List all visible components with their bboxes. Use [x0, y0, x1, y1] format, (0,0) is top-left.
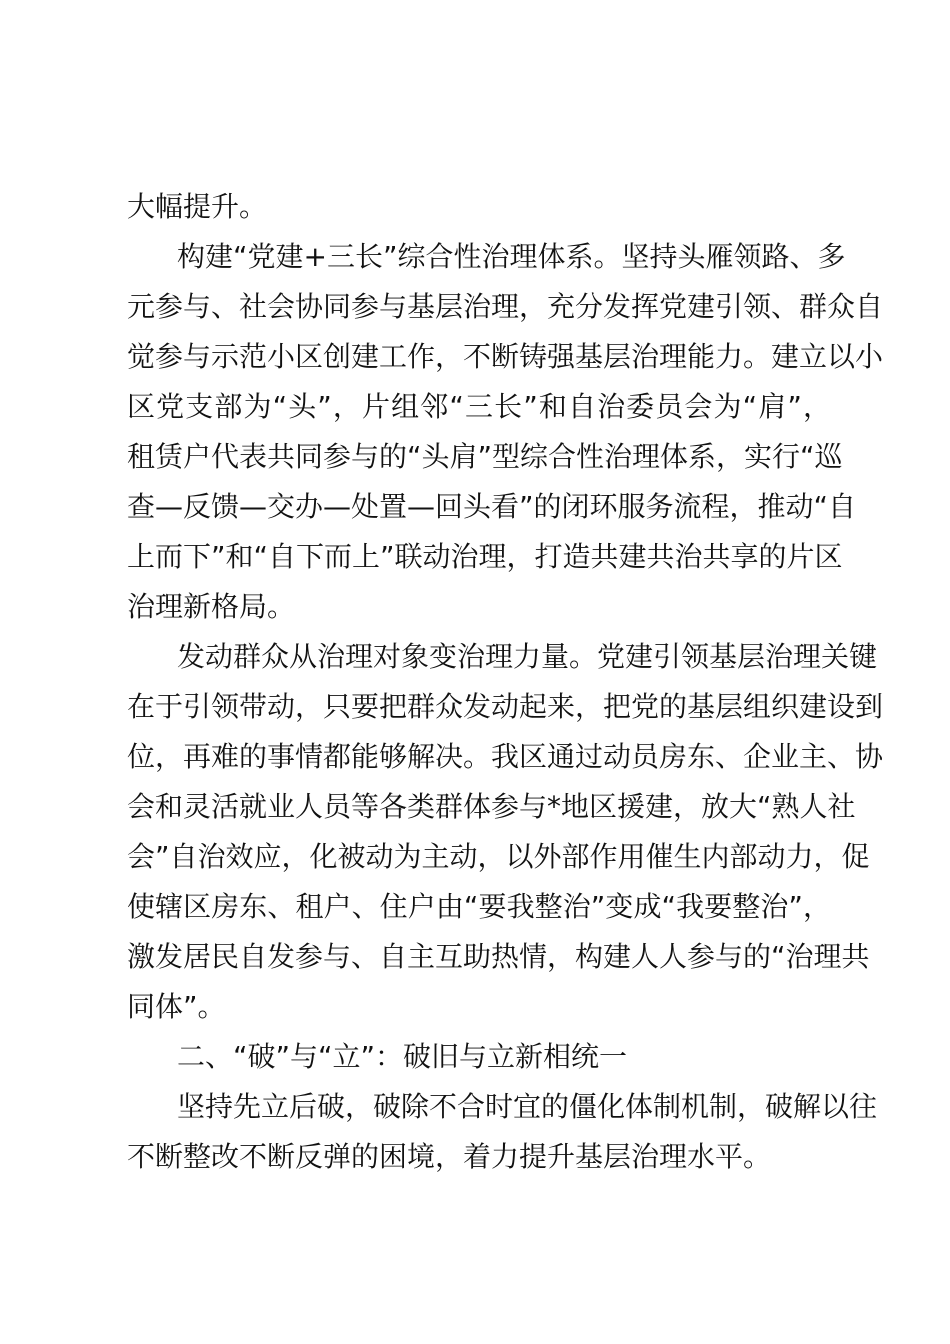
document-body	[127, 182, 884, 1182]
paragraph-line: 构建“党建+三长”综合性治理体系。坚持头雁领路、多	[177, 240, 846, 273]
paragraph-line: 坚持先立后破，破除不合时宜的僵化体制机制，破解以往	[177, 1090, 878, 1123]
paragraph-line: 元参与、社会协同参与基层治理，充分发挥党建引领、群众自	[127, 290, 884, 323]
paragraph-line: 不断整改不断反弹的困境，着力提升基层治理水平。	[127, 1140, 772, 1173]
paragraph-line: 使辖区房东、租户、住户由“要我整治”变成“我要整治”，	[127, 890, 831, 923]
paragraph-line: 区党支部为“头”，片组邻“三长”和自治委员会为“肩”，	[127, 390, 831, 423]
paragraph-line: 查—反馈—交办—处置—回头看”的闭环服务流程，推动“自	[127, 490, 857, 523]
paragraph-line: 激发居民自发参与、自主互助热情，构建人人参与的“治理共	[127, 940, 870, 973]
paragraph-line: 上而下”和“自下而上”联动治理，打造共建共治共享的片区	[127, 540, 843, 573]
paragraph-line: 会”自治效应，化被动为主动，以外部作用催生内部动力，促	[127, 840, 870, 873]
paragraph-line: 在于引领带动，只要把群众发动起来，把党的基层组织建设到	[127, 690, 884, 723]
paragraph-line: 会和灵活就业人员等各类群体参与*地区援建，放大“熟人社	[127, 790, 856, 823]
paragraph-line: 同体”。	[127, 990, 226, 1023]
paragraph-line: 位，再难的事情都能够解决。我区通过动员房东、企业主、协	[127, 740, 884, 773]
paragraph-line: 租赁户代表共同参与的“头肩”型综合性治理体系，实行“巡	[127, 440, 843, 473]
paragraph-line: 大幅提升。	[127, 190, 268, 223]
paragraph-line: 治理新格局。	[127, 590, 296, 623]
paragraph-line: 发动群众从治理对象变治理力量。党建引领基层治理关键	[177, 640, 878, 673]
paragraph-line: 觉参与示范小区创建工作，不断铸强基层治理能力。建立以小	[127, 340, 884, 373]
section-heading: 二、“破”与“立”：破旧与立新相统一	[177, 1040, 628, 1073]
